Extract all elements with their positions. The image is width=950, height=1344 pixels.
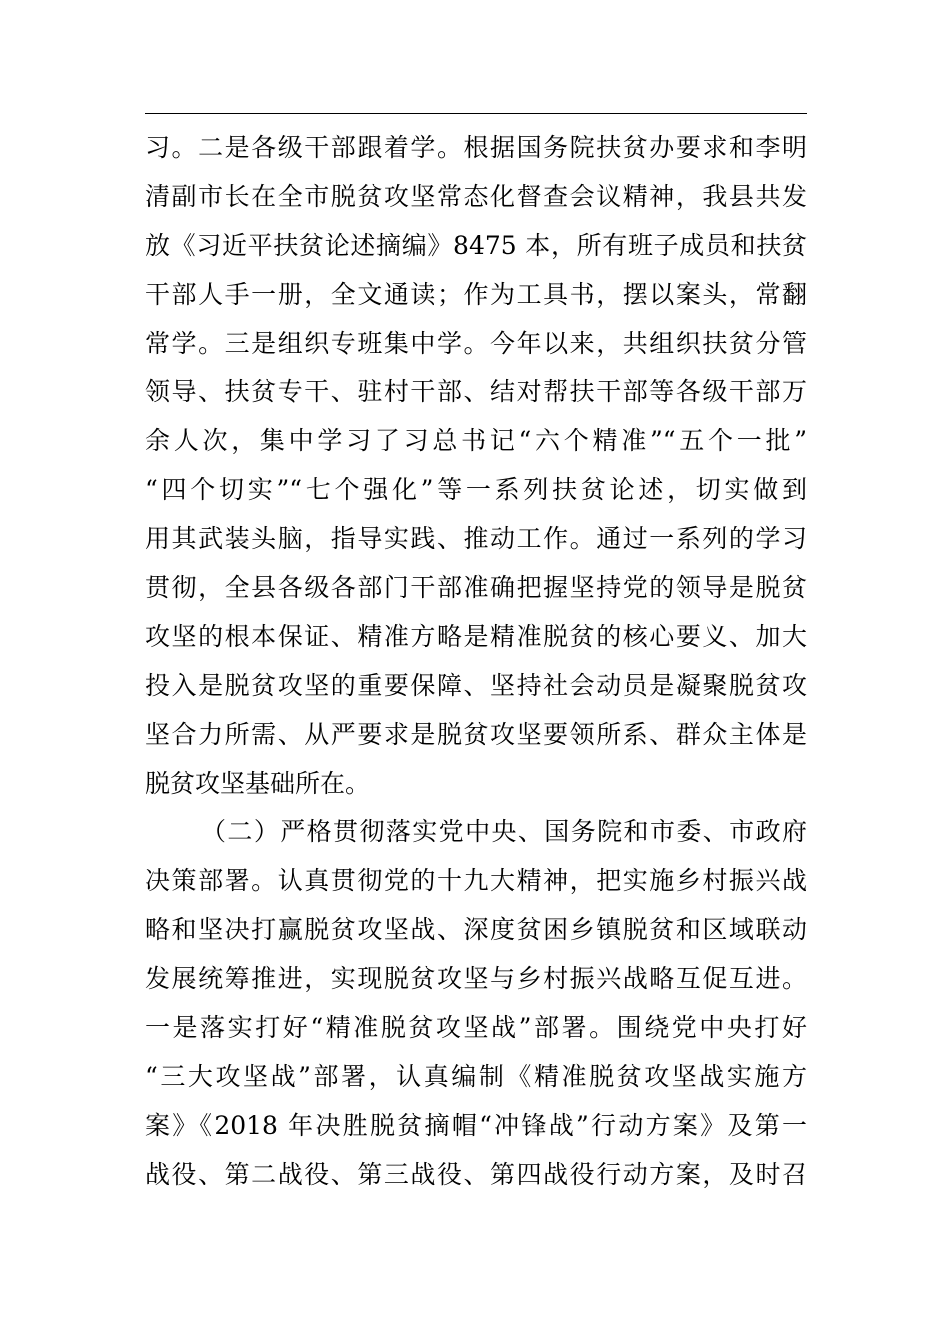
paragraph-last-line: 脱贫攻坚基础所在。 bbox=[145, 768, 371, 798]
text-line: 习。二是各级干部跟着学。根据国务院扶贫办要求和李明 bbox=[145, 133, 807, 162]
text-line: 常学。三是组织专班集中学。今年以来，共组织扶贫分管 bbox=[145, 328, 807, 358]
text-line: 坚合力所需、从严要求是脱贫攻坚要领所系、群众主体是 bbox=[145, 719, 807, 749]
text-line: 略和坚决打赢脱贫攻坚战、深度贫困乡镇脱贫和区域联动 bbox=[145, 915, 807, 945]
text-line: 贯彻，全县各级各部门干部准确把握坚持党的领导是脱贫 bbox=[145, 573, 807, 603]
text-line: 放《习近平扶贫论述摘编》8475 本，所有班子成员和扶贫 bbox=[145, 230, 807, 260]
text-line: 发展统筹推进，实现脱贫攻坚与乡村振兴战略互促互进。 bbox=[145, 964, 807, 994]
body-text bbox=[145, 124, 807, 1200]
text-line: 余人次，集中学习了习总书记“六个精准”“五个一批” bbox=[145, 426, 807, 456]
text-line: 一是落实打好“精准脱贫攻坚战”部署。围绕党中央打好 bbox=[145, 1013, 807, 1043]
text-line: 清副市长在全市脱贫攻坚常态化督查会议精神，我县共发 bbox=[145, 181, 807, 211]
text-line: 干部人手一册，全文通读；作为工具书，摆以案头，常翻 bbox=[145, 279, 807, 309]
text-line: 战役、第二战役、第三战役、第四战役行动方案，及时召 bbox=[145, 1159, 807, 1189]
header-rule bbox=[145, 113, 807, 114]
text-line: “四个切实”“七个强化”等一系列扶贫论述，切实做到 bbox=[145, 475, 807, 505]
text-line: 决策部署。认真贯彻党的十九大精神，把实施乡村振兴战 bbox=[145, 866, 807, 896]
paragraph-first-line: （二）严格贯彻落实党中央、国务院和市委、市政府 bbox=[201, 817, 807, 847]
text-line: 攻坚的根本保证、精准方略是精准脱贫的核心要义、加大 bbox=[145, 621, 807, 651]
text-line: 用其武装头脑，指导实践、推动工作。通过一系列的学习 bbox=[145, 524, 807, 554]
text-line: “三大攻坚战”部署，认真编制《精准脱贫攻坚战实施方 bbox=[145, 1061, 807, 1091]
text-line: 投入是脱贫攻坚的重要保障、坚持社会动员是凝聚脱贫攻 bbox=[145, 670, 807, 700]
text-line: 案》《2018 年决胜脱贫摘帽“冲锋战”行动方案》及第一 bbox=[145, 1110, 807, 1140]
text-line: 领导、扶贫专干、驻村干部、结对帮扶干部等各级干部万 bbox=[145, 377, 807, 407]
